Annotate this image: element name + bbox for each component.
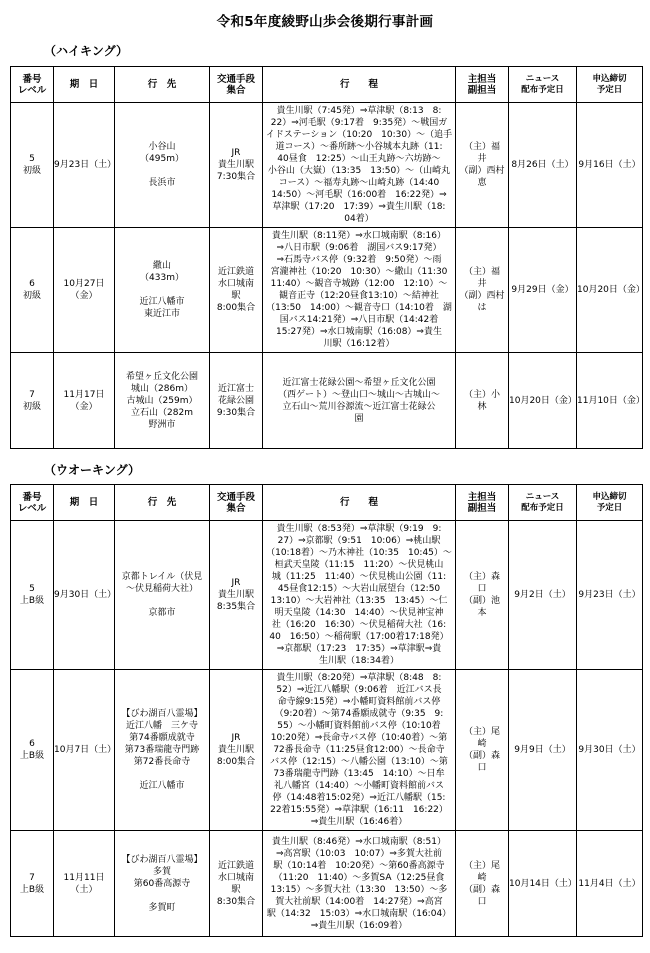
walking-table [10, 484, 643, 937]
destination-cell: 京都トレイル（伏見 ～伏見稲荷大社） 京都市 [115, 521, 210, 670]
itinerary-cell: 貴生川駅（7:45発）⇒草津駅（8:13 8: 22）⇒河毛駅（9:17着 9:35発）～戦国ガ イドステーション（10:20 10:30）～（追手 道コース）～番所跡～小谷城本丸跡（11: 40昼食 12:25）～山王丸跡～六坊跡～ 小谷山（大嶽）（13:35 13:50）～（山崎丸 コース）～福寿丸跡～山崎丸跡（14:40 14:50）～河毛駅（16:00着 16:22発）⇒ 草津駅（17:20 17:39）⇒貴生川駅（18: 04着） [263, 103, 456, 228]
level-cell: 6 初級 [11, 228, 54, 353]
apply-deadline-cell: 11月10日（金） [577, 353, 643, 449]
date-cell: 11月11日（土） [54, 831, 115, 937]
header-itinerary: 行 程 [263, 485, 456, 521]
header-itinerary: 行 程 [263, 67, 456, 103]
news-date-cell: 10月14日（土） [509, 831, 577, 937]
news-date-cell: 10月20日（金） [509, 353, 577, 449]
table-header-row [11, 485, 643, 521]
apply-deadline-cell: 9月16日（土） [577, 103, 643, 228]
header-date: 期 日 [54, 485, 115, 521]
staff-cell: （主）尾 崎 （副）森 口 [456, 670, 509, 831]
level-cell: 5 初級 [11, 103, 54, 228]
itinerary-cell: 近江富士花緑公園～希望ヶ丘文化公園 （西ゲート）～登山口～城山～古城山～ 立石山～荒川谷源流～近江富士花緑公 園 [263, 353, 456, 449]
transport-cell: 近江鉄道 水口城南 駅 8:30集合 [210, 831, 263, 937]
table-row [11, 831, 643, 937]
level-cell: 7 初級 [11, 353, 54, 449]
destination-cell: 小谷山 （495m） 長浜市 [115, 103, 210, 228]
apply-deadline-cell: 9月30日（土） [577, 670, 643, 831]
staff-cell: （主）森 口 （副）池 本 [456, 521, 509, 670]
transport-cell: JR 貴生川駅 8:35集合 [210, 521, 263, 670]
date-cell: 9月30日（土） [54, 521, 115, 670]
table-row [11, 353, 643, 449]
destination-cell: 【びわ湖百八霊場】 近江八幡 三ケ寺 第74番願成就寺 第73番瑞龍寺門跡 第72番長命寺 近江八幡市 [115, 670, 210, 831]
header-destination: 行 先 [115, 67, 210, 103]
table-row [11, 228, 643, 353]
header-destination: 行 先 [115, 485, 210, 521]
page-title: 令和5年度綾野山歩会後期行事計画 [216, 14, 434, 30]
destination-cell: 希望ヶ丘文化公園 城山（286m） 古城山（259m） 立石山（282m 野洲市 [115, 353, 210, 449]
header-staff: 主担当 副担当 [456, 485, 509, 521]
date-cell: 11月17日（金） [54, 353, 115, 449]
section-label-hiking: （ハイキング） [44, 44, 129, 58]
transport-cell: JR 貴生川駅 8:00集合 [210, 670, 263, 831]
news-date-cell: 9月2日（土） [509, 521, 577, 670]
level-cell: 7 上B級 [11, 831, 54, 937]
itinerary-cell: 貴生川駅（8:46発）⇒水口城南駅（8:51） ⇒高宮駅（10:03 10:07）⇒多賀大社前 駅（10:14着 10:20発）～第60番高源寺 （11:20 11:40）～多賀SA（12:25昼食 13:15）～多賀大社（13:30 13:50）～多 賀大社前駅（14:00着 14:27発）⇒高宮 駅（14:32 15:03）⇒水口城南駅（16:04） ⇒貴生川駅（16:09着） [263, 831, 456, 937]
itinerary-cell: 貴生川駅（8:20発）⇒草津駅（8:48 8: 52）⇒近江八幡駅（9:06着 近江バス長 命寺線9:15発）⇒小幡町資料館前バス停 （9:20着）～第74番願成就寺（9:35 9: 55）～小幡町資料館前バス停（10:10着 10:20発）⇒長命寺バス停（10:40着）～第 72番長命寺（11:25昼食12:00）～長命寺 バス停（12:15）～八幡公園（13:10）～第 73番瑞龍寺門跡（13:45 14:10）～日牟 礼八幡宮（14:40）～小幡町資料館前バス 停（14:48着15:02発）⇒近江八幡駅（15: 22着15:55発）⇒草津駅（16:11 16:22） ⇒貴生川駅（16:46着） [263, 670, 456, 831]
staff-cell: （主）小 林 [456, 353, 509, 449]
header-news: ニュース 配布予定日 [509, 67, 577, 103]
staff-cell: （主）福 井 （副）西村恵 [456, 103, 509, 228]
table-row [11, 521, 643, 670]
date-cell: 10月27日 （金） [54, 228, 115, 353]
table-row [11, 103, 643, 228]
table-row [11, 670, 643, 831]
news-date-cell: 9月9日（土） [509, 670, 577, 831]
table-header-row [11, 67, 643, 103]
header-apply: 申込締切 予定日 [577, 485, 643, 521]
destination-cell: 繖山 （433m） 近江八幡市 東近江市 [115, 228, 210, 353]
header-staff: 主担当 副担当 [456, 67, 509, 103]
apply-deadline-cell: 10月20日（金） [577, 228, 643, 353]
destination-cell: 【びわ湖百八霊場】 多賀 第60番高源寺 多賀町 [115, 831, 210, 937]
level-cell: 6 上B級 [11, 670, 54, 831]
header-transport: 交通手段 集合 [210, 67, 263, 103]
header-level: 番号 レベル [11, 67, 54, 103]
section-label-walking: （ウオーキング） [44, 463, 141, 477]
header-apply: 申込締切 予定日 [577, 67, 643, 103]
apply-deadline-cell: 9月23日（土） [577, 521, 643, 670]
staff-cell: （主）尾 崎 （副）森 口 [456, 831, 509, 937]
header-transport: 交通手段 集合 [210, 485, 263, 521]
news-date-cell: 9月29日（金） [509, 228, 577, 353]
header-news: ニュース 配布予定日 [509, 485, 577, 521]
apply-deadline-cell: 11月4日（土） [577, 831, 643, 937]
transport-cell: 近江鉄道 水口城南 駅 8:00集合 [210, 228, 263, 353]
hiking-table [10, 66, 643, 449]
date-cell: 9月23日（土） [54, 103, 115, 228]
itinerary-cell: 貴生川駅（8:53発）⇒草津駅（9:19 9: 27）⇒京都駅（9:51 10:06）⇒桃山駅 （10:18着）～乃木神社（10:35 10:45）～ 桓武天皇陵（11:15 11:20）～伏見桃山 城（11:25 11:40）～伏見桃山公園（11: 45昼食12:15）～大岩山展望台（12:50 13:10）～大岩神社（13:35 13:45）～仁 明天皇陵（14:30 14:40）～伏見神宝神 社（16:20 16:30）～伏見稲荷大社（16: 40 16:50）～稲荷駅（17:00着17:18発） ⇒京都駅（17:23 17:35）⇒草津駅⇒貴 生川駅（18:34着） [263, 521, 456, 670]
news-date-cell: 8月26日（土） [509, 103, 577, 228]
staff-cell: （主）福 井 （副）西村は [456, 228, 509, 353]
transport-cell: 近江富士 花緑公園 9:30集合 [210, 353, 263, 449]
header-date: 期 日 [54, 67, 115, 103]
transport-cell: JR 貴生川駅 7:30集合 [210, 103, 263, 228]
date-cell: 10月7日（土） [54, 670, 115, 831]
level-cell: 5 上B級 [11, 521, 54, 670]
itinerary-cell: 貴生川駅（8:11発）⇒水口城南駅（8:16） ⇒八日市駅（9:06着 湖国バス9:17発） ⇒石馬寺バス停（9:32着 9:50発）～雨 宮瀧神社（10:20 10:30）～繖山（11:30 11:40）～観音寺城跡（12:00 12:10）～ 観音正寺（12:20昼食13:10）～結神社 （13:50 14:00）～観音寺口（14:10着 湖 国バス14:21発）⇒八日市駅（14:42着 15:27発）⇒水口城南駅（16:08）⇒貴生 川駅（16:12着） [263, 228, 456, 353]
header-level: 番号 レベル [11, 485, 54, 521]
